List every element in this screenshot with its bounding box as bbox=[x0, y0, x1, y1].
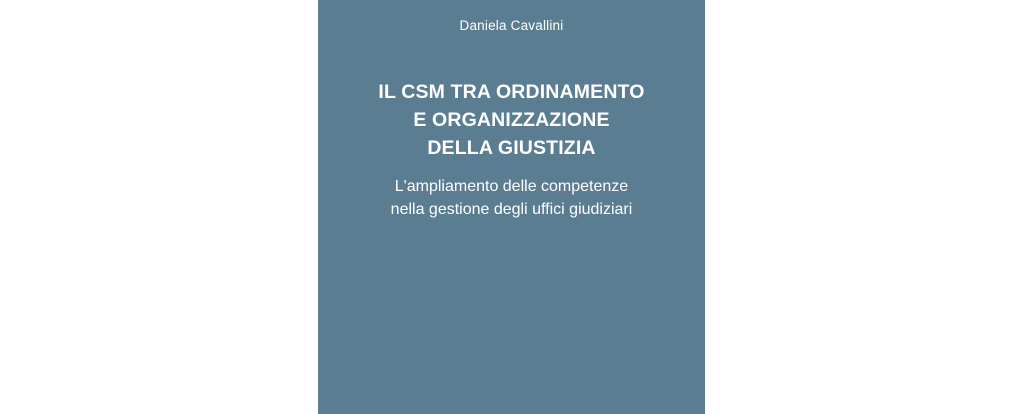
book-title-text bbox=[318, 79, 705, 162]
book-title-line-3: DELLA GIUSTIZIA bbox=[427, 136, 596, 159]
book-title bbox=[318, 79, 705, 162]
book-subtitle-text bbox=[318, 175, 705, 221]
book-subtitle bbox=[318, 175, 705, 221]
book-subtitle-line-1: L'ampliamento delle competenze bbox=[394, 178, 629, 196]
book-cover bbox=[318, 0, 705, 414]
book-title-line-2: E ORGANIZZAZIONE bbox=[413, 108, 610, 131]
book-title-line-1: IL CSM TRA ORDINAMENTO bbox=[378, 81, 645, 104]
book-subtitle-line-2: nella gestione degli uffici giudiziari bbox=[390, 201, 633, 219]
book-author: Daniela Cavallini bbox=[459, 18, 564, 33]
